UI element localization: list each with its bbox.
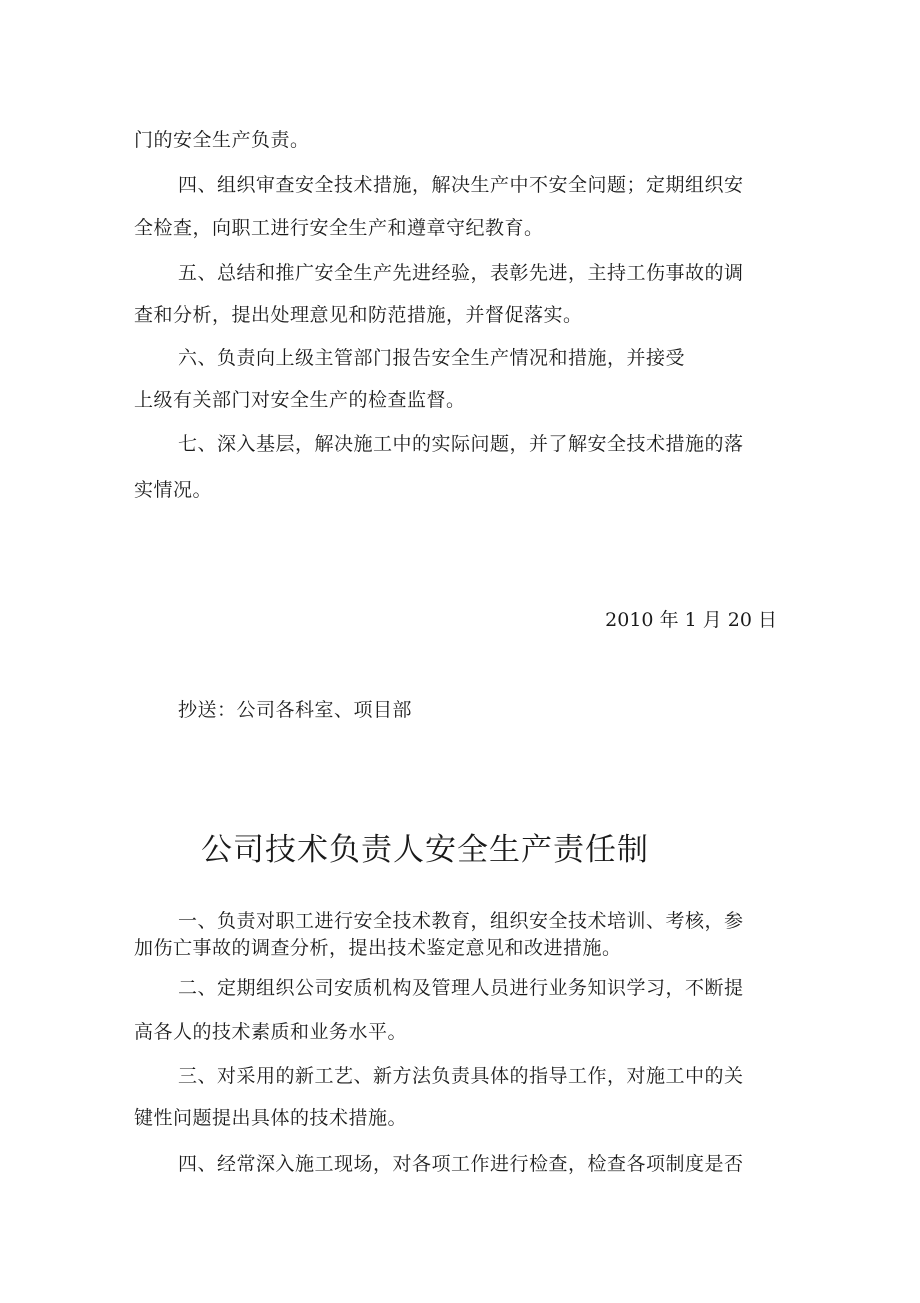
paragraph-line: 实情况。 bbox=[134, 479, 213, 501]
paragraph-line: 上级有关部门对安全生产的检查监督。 bbox=[134, 389, 466, 411]
paragraph-line: 二、定期组织公司安质机构及管理人员进行业务知识学习，不断提 bbox=[178, 977, 744, 999]
paragraph-line: 六、负责向上级主管部门报告安全生产情况和措施，并接受 bbox=[178, 347, 686, 369]
paragraph-line: 三、对采用的新工艺、新方法负责具体的指导工作，对施工中的关 bbox=[178, 1065, 744, 1087]
paragraph-line: 四、经常深入施工现场，对各项工作进行检查，检查各项制度是否 bbox=[178, 1153, 744, 1175]
section-title: 公司技术负责人安全生产责任制 bbox=[201, 832, 649, 868]
paragraph-line: 查和分析，提出处理意见和防范措施，并督促落实。 bbox=[134, 304, 583, 326]
paragraph-line: 门的安全生产负责。 bbox=[134, 129, 310, 151]
paragraph-line: 加伤亡事故的调查分析，提出技术鉴定意见和改进措施。 bbox=[134, 937, 622, 959]
paragraph-line: 高各人的技术素质和业务水平。 bbox=[134, 1021, 408, 1043]
paragraph-line: 五、总结和推广安全生产先进经验，表彰先进，主持工伤事故的调 bbox=[178, 262, 744, 284]
paragraph-line: 七、深入基层，解决施工中的实际问题，并了解安全技术措施的落 bbox=[178, 433, 744, 455]
document-date: 2010 年 1 月 20 日 bbox=[605, 609, 777, 631]
paragraph-line: 四、组织审查安全技术措施，解决生产中不安全问题；定期组织安 bbox=[178, 174, 744, 196]
cc-line: 抄送：公司各科室、项目部 bbox=[178, 699, 413, 721]
paragraph-line: 一、负责对职工进行安全技术教育，组织安全技术培训、考核，参 bbox=[178, 910, 744, 932]
paragraph-line: 键性问题提出具体的技术措施。 bbox=[134, 1107, 408, 1129]
paragraph-line: 全检查，向职工进行安全生产和遵章守纪教育。 bbox=[134, 217, 544, 239]
